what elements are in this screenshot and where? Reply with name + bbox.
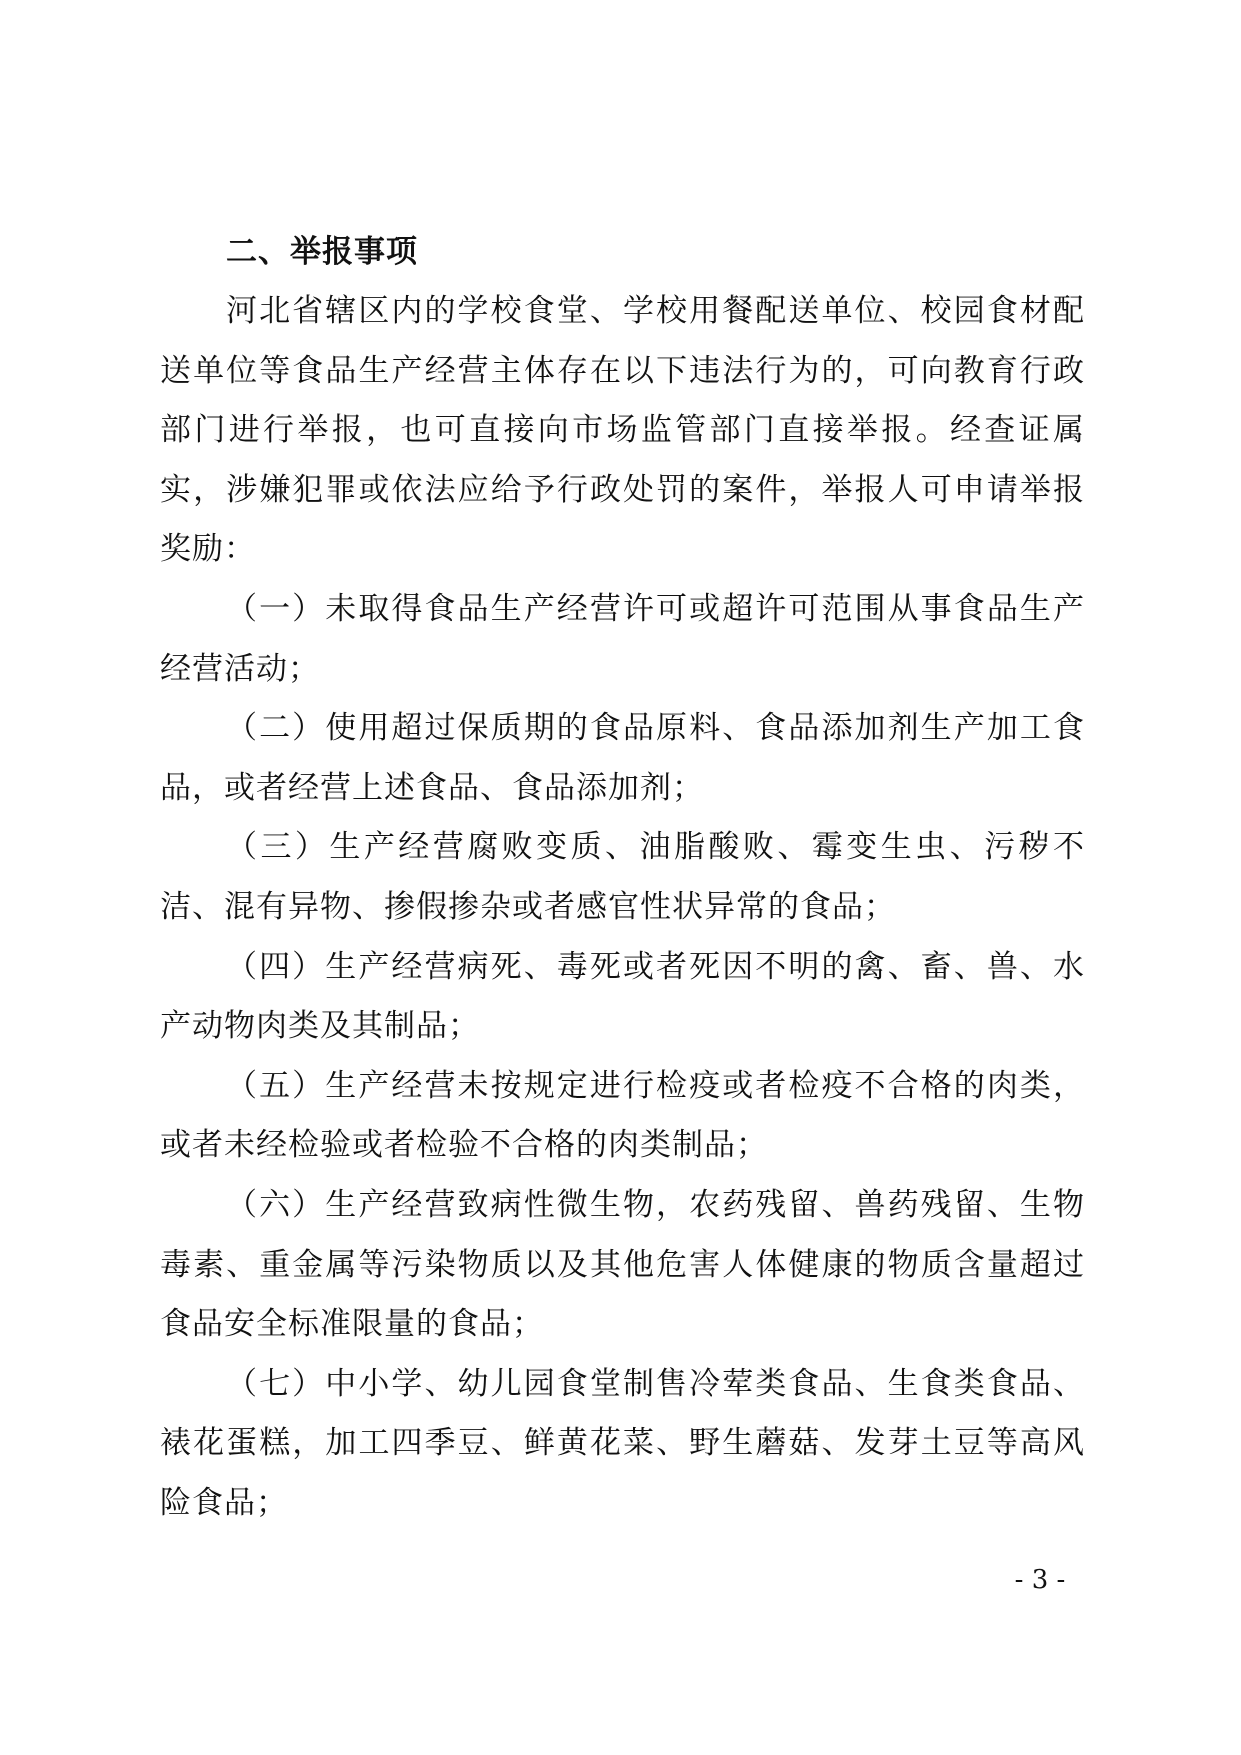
list-item: （二）使用超过保质期的食品原料、食品添加剂生产加工食品，或者经营上述食品、食品添加剂；: [160, 710, 1085, 806]
intro-paragraph: 河北省辖区内的学校食堂、学校用餐配送单位、校园食材配送单位等食品生产经营主体存在以下违法行为的，可向教育行政部门进行举报，也可直接向市场监管部门直接举报。经查证属实，涉嫌犯罪或依法应给予行政处罚的案件，举报人可申请举报奖励：: [160, 293, 1085, 568]
section-heading: 二、举报事项: [226, 234, 418, 270]
list-item: （六）生产经营致病性微生物，农药残留、兽药残留、生物毒素、重金属等污染物质以及其他危害人体健康的物质含量超过食品安全标准限量的食品；: [160, 1186, 1085, 1343]
list-item: （三）生产经营腐败变质、油脂酸败、霉变生虫、污秽不洁、混有异物、掺假掺杂或者感官性状异常的食品；: [160, 829, 1085, 925]
list-item: （七）中小学、幼儿园食堂制售冷荤类食品、生食类食品、裱花蛋糕，加工四季豆、鲜黄花菜、野生蘑菇、发芽土豆等高风险食品；: [160, 1365, 1085, 1521]
list-item: （一）未取得食品生产经营许可或超许可范围从事食品生产经营活动；: [160, 590, 1085, 687]
list-item: （五）生产经营未按规定进行检疫或者检疫不合格的肉类，或者未经检验或者检验不合格的肉类制品；: [160, 1067, 1085, 1164]
page-number: - 3 -: [1014, 1565, 1066, 1595]
list-item: （四）生产经营病死、毒死或者死因不明的禽、畜、兽、水产动物肉类及其制品；: [160, 948, 1085, 1045]
page-content: [160, 222, 1085, 1533]
